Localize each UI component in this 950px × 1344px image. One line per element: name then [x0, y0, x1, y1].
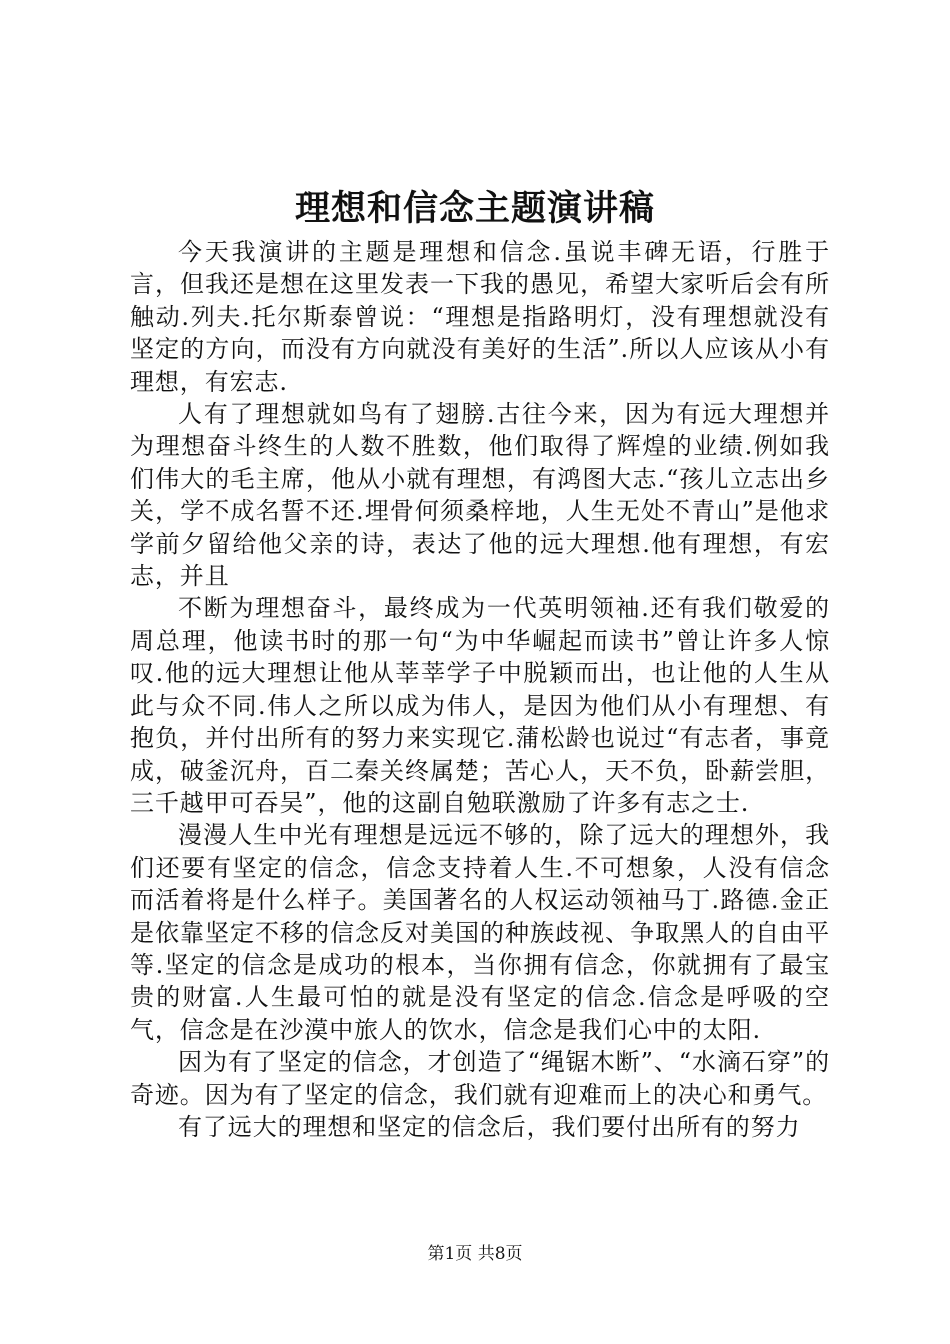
paragraph: 因为有了坚定的信念，才创造了“绳锯木断”、“水滴石穿”的奇迹。因为有了坚定的信念，我们就有迎难而上的决心和勇气。: [130, 1048, 830, 1109]
document-title: 理想和信念主题演讲稿: [294, 188, 655, 229]
paragraph: 今天我演讲的主题是理想和信念.虽说丰碑无语，行胜于言，但我还是想在这里发表一下我的愚见，希望大家听后会有所触动.列夫.托尔斯泰曾说：“理想是指路明灯，没有理想就没有坚定的方向，而没有方向就没有美好的生活”.所以人应该从小有理想，有宏志.: [130, 238, 830, 396]
paragraph: 人有了理想就如鸟有了翅膀.古往今来，因为有远大理想并为理想奋斗终生的人数不胜数，他们取得了辉煌的业绩.例如我们伟大的毛主席，他从小就有理想，有鸿图大志.“孩儿立志出乡关，学不成名誓不还.埋骨何须桑梓地，人生无处不青山”是他求学前夕留给他父亲的诗，表达了他的远大理想.他有理想，有宏志，并且: [130, 400, 830, 591]
page-number-footer: 第1页 共8页: [427, 1244, 523, 1264]
paragraph: 漫漫人生中光有理想是远远不够的，除了远大的理想外，我们还要有坚定的信念，信念支持着人生.不可想象，人没有信念而活着将是什么样子。美国著名的人权运动领袖马丁.路德.金正是依靠坚定不移的信念反对美国的种族歧视、争取黑人的自由平等.坚定的信念是成功的根本，当你拥有信念，你就拥有了最宝贵的财富.人生最可怕的就是没有坚定的信念.信念是呼吸的空气，信念是在沙漠中旅人的饮水，信念是我们心中的太阳.: [130, 821, 830, 1044]
paragraph: 不断为理想奋斗，最终成为一代英明领袖.还有我们敬爱的周总理，他读书时的那一句“为中华崛起而读书”曾让许多人惊叹.他的远大理想让他从莘莘学子中脱颖而出，也让他的人生从此与众不同.伟人之所以成为伟人，是因为他们从小有理想、有抱负，并付出所有的努力来实现它.蒲松龄也说过“有志者，事竟成，破釜沉舟，百二秦关终属楚；苦心人，天不负，卧薪尝胆，三千越甲可吞吴”，他的这副自勉联激励了许多有志之士.: [130, 594, 830, 817]
document-body: [130, 236, 830, 1143]
paragraph: 有了远大的理想和坚定的信念后，我们要付出所有的努力: [178, 1112, 801, 1141]
